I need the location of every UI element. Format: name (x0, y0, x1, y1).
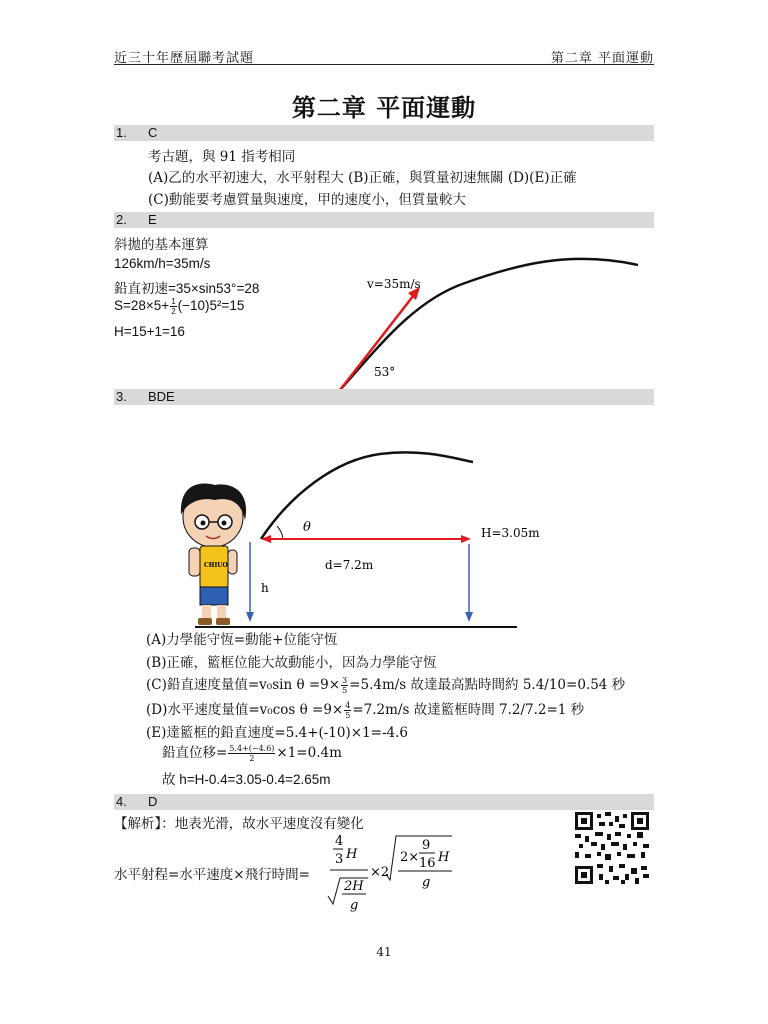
fraction (344, 701, 351, 720)
fraction-numerator: 1 (171, 297, 176, 306)
shirt-text: CHIUO (204, 562, 228, 569)
fraction-numerator: 4 (345, 701, 351, 710)
formula-2H: 2H (344, 879, 364, 894)
angle-label: 53° (374, 365, 396, 379)
q1-line-2: (A)乙的水平初速大，水平射程大 (B)正確，與質量初速無關 (D)(E)正確 (148, 170, 577, 186)
fraction-numerator: 5.4+(−4.6) (229, 744, 275, 753)
q1-line-1: 考古題，與 91 指考相同 (148, 149, 296, 165)
page-title: 第二章 平面運動 (291, 94, 477, 122)
qr-code (575, 812, 649, 884)
question-bar-1 (114, 125, 654, 141)
q2-line-1: 斜拋的基本運算 (114, 237, 209, 253)
q3-line-e: (E)達籃框的鉛直速度=5.4+(-10)×1=-4.6 (146, 725, 408, 741)
q4-line-1: 【解析】：地表光滑，故水平速度沒有變化 (114, 816, 364, 832)
release-height-arrowhead (246, 612, 254, 622)
question-answer: E (148, 212, 157, 227)
fraction-denominator: 5 (345, 711, 351, 720)
hoop-height-label: H=3.05m (481, 526, 540, 540)
velocity-label: v=35m/s (367, 277, 421, 291)
q2-line-4-end: (−10)5²=15 (177, 298, 245, 314)
distance-label: d=7.2m (325, 558, 374, 572)
q4-formula-lhs: 水平射程=水平速度×飛行時間= (114, 867, 310, 883)
q3-line-f-start: 鉛直位移= (162, 745, 228, 761)
question-number: 4. (116, 794, 127, 809)
fraction-denominator: 2 (249, 754, 255, 763)
theta-label: θ (303, 520, 311, 535)
formula-times-2: ×2 (370, 865, 390, 880)
ball-trajectory (261, 452, 473, 539)
formula-2x: 2× (400, 850, 420, 865)
question-answer: D (148, 794, 158, 809)
fraction (228, 744, 275, 763)
question-bar-3 (114, 389, 654, 405)
header-rule (114, 64, 654, 65)
question-number: 2. (116, 212, 127, 227)
formula-g2: g (422, 875, 431, 890)
formula-H2: H (438, 850, 450, 865)
distance-arrowhead-right (461, 535, 471, 543)
release-height-label: h (261, 581, 269, 595)
q3-line-f (162, 741, 342, 763)
q2-line-4-start: S=28×5+ (114, 298, 170, 314)
q3-line-c (146, 673, 625, 695)
formula-numerator-4: 4 (335, 834, 344, 849)
fraction-numerator: 3 (342, 676, 348, 685)
fraction-denominator: 5 (342, 686, 348, 695)
q3-line-c-start: (C)鉛直速度量值=v₀sin θ =9× (146, 677, 341, 693)
question-bar-4 (114, 794, 654, 810)
running-header-left: 近三十年歷屆聯考試題 (114, 51, 255, 66)
theta-arc (277, 526, 283, 539)
q2-line-3: 鉛直初速=35×sin53°=28 (114, 281, 260, 296)
q3-line-a: (A)力學能守恆=動能+位能守恆 (146, 632, 338, 648)
running-header-right: 第二章 平面運動 (550, 51, 654, 66)
question-answer: C (148, 125, 158, 140)
cartoon-boy (181, 483, 246, 625)
q3-line-d-start: (D)水平速度量值=v₀cos θ =9× (146, 702, 344, 718)
fraction-denominator: 2 (171, 307, 176, 316)
fraction (341, 676, 348, 695)
range-formula (300, 832, 470, 920)
formula-H: H (346, 847, 358, 862)
formula-denominator-3: 3 (335, 852, 344, 867)
hoop-height-arrowhead (465, 612, 473, 622)
q2-line-5: H=15+1=16 (114, 324, 185, 339)
q3-line-c-end: =5.4m/s 故達最高點時間約 5.4/10=0.54 秒 (349, 677, 626, 693)
fraction (170, 297, 176, 316)
q1-line-3: (C)動能要考慮質量與速度，甲的速度小，但質量較大 (148, 192, 466, 208)
q3-line-g: 故 h=H-0.4=3.05-0.4=2.65m (162, 772, 331, 787)
formula-16: 16 (419, 856, 436, 871)
q2-line-4 (114, 297, 244, 316)
q2-line-2: 126km/h=35m/s (114, 256, 211, 271)
question-number: 1. (116, 125, 127, 140)
projectile-figure (320, 245, 660, 400)
basketball-figure (175, 440, 540, 635)
q3-line-b: (B)正確，籃框位能大故動能小，因為力學能守恆 (146, 655, 437, 671)
q3-line-d-end: =7.2m/s 故達籃框時間 7.2/7.2=1 秒 (352, 702, 585, 718)
formula-9: 9 (422, 838, 431, 853)
formula-g: g (350, 898, 359, 913)
q3-line-f-end: ×1=0.4m (276, 745, 342, 761)
page-number: 41 (376, 945, 392, 959)
q3-line-d (146, 698, 584, 720)
question-answer: BDE (148, 389, 175, 404)
question-bar-2 (114, 212, 654, 228)
question-number: 3. (116, 389, 127, 404)
